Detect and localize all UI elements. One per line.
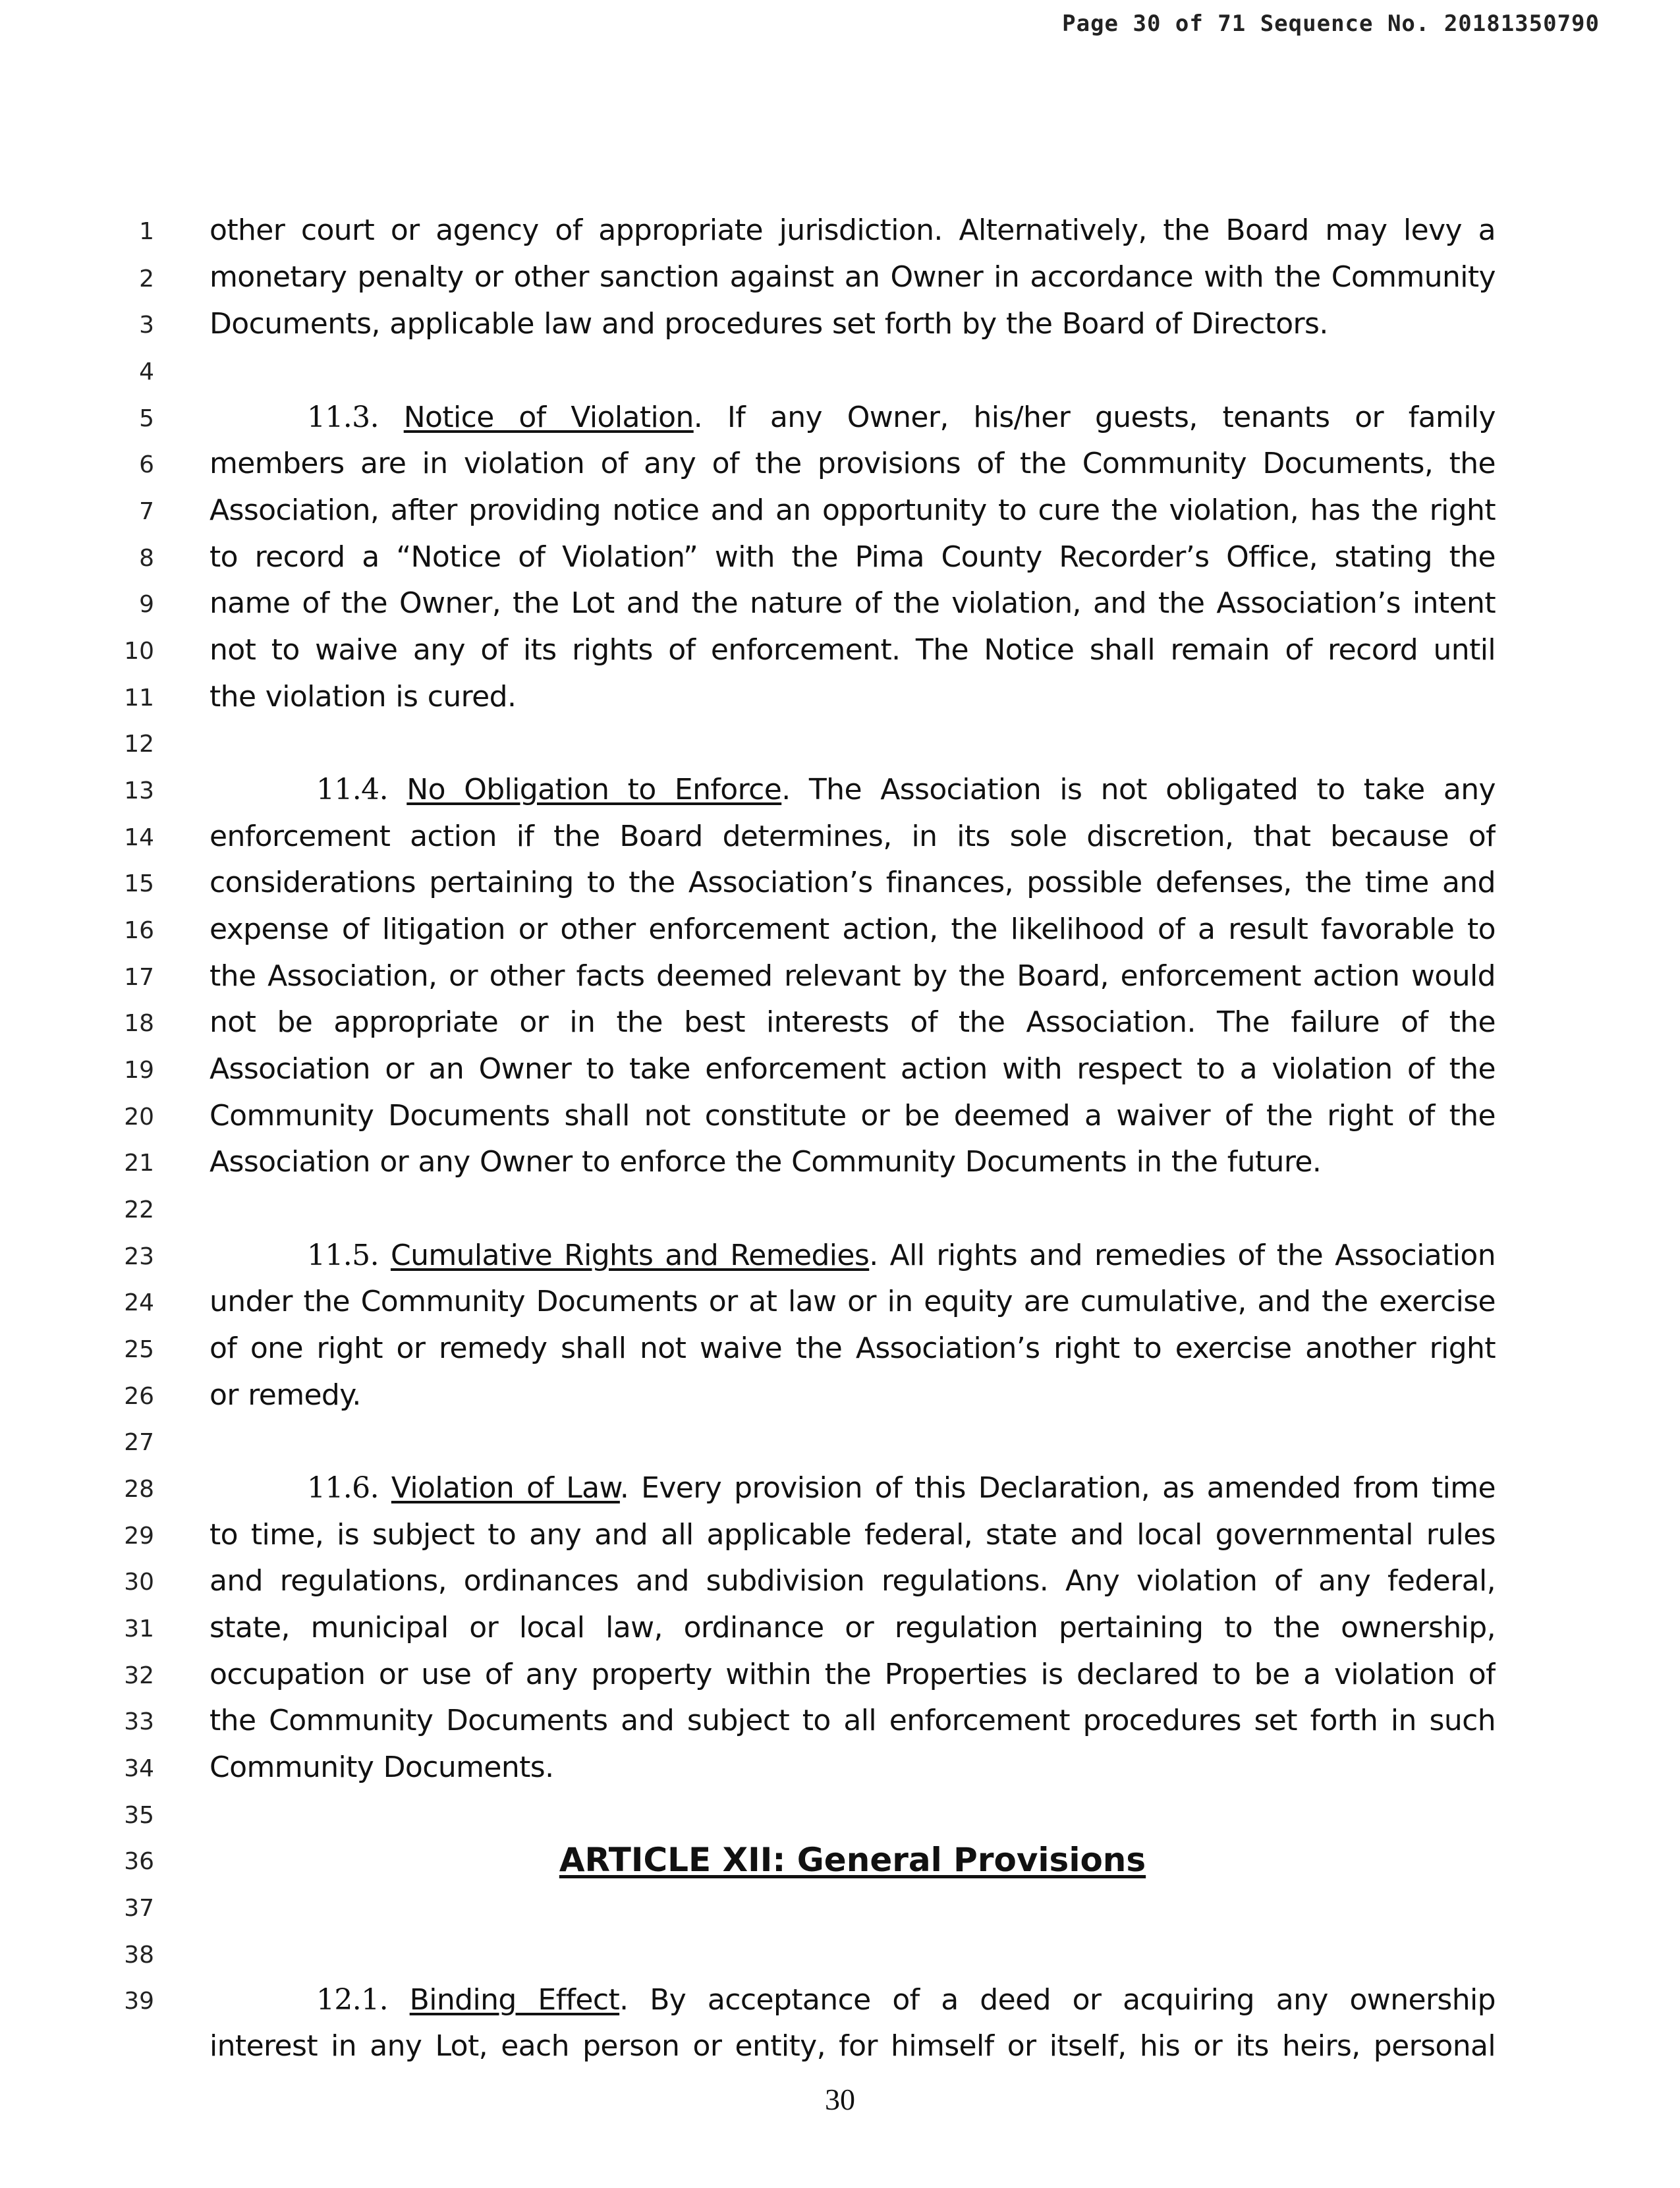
text-line: . By acceptance of a deed or acquiring any ownership — [619, 1983, 1496, 2017]
section-number: 11.6. — [307, 1471, 379, 1505]
line-number: 2 — [139, 266, 154, 293]
text-line: to time, is subject to any and all applicable federal, state and local governmental rules — [210, 1518, 1496, 1552]
line-number: 7 — [139, 498, 154, 525]
section-title: Violation of Law — [391, 1471, 620, 1505]
line-number: 16 — [124, 917, 154, 944]
text-line: the Association, or other facts deemed relevant by the Board, enforcement action would — [210, 959, 1496, 993]
text-line: Community Documents. — [210, 1751, 554, 1784]
article-heading: ARTICLE XII: General Provisions — [559, 1841, 1146, 1879]
text-line: Association, after providing notice and an opportunity to cure the violation, has the right — [210, 493, 1496, 527]
text-line: expense of litigation or other enforcement action, the likelihood of a result favorable to — [210, 912, 1496, 946]
line-number: 37 — [124, 1895, 154, 1922]
section-number: 11.4. — [316, 773, 388, 806]
section-title: Notice of Violation — [403, 401, 694, 434]
line-number: 5 — [139, 405, 154, 432]
text-line: name of the Owner, the Lot and the nature of the violation, and the Association’s intent — [210, 586, 1496, 620]
line-number: 35 — [124, 1802, 154, 1829]
text-line: not be appropriate or in the best interests of the Association. The failure of the — [210, 1005, 1496, 1039]
line-number: 14 — [124, 824, 154, 851]
line-number: 18 — [124, 1010, 154, 1037]
text-line: . The Association is not obligated to take any — [781, 773, 1496, 806]
text-line: members are in violation of any of the provisions of the Community Documents, the — [210, 447, 1496, 480]
line-number: 4 — [139, 358, 154, 385]
section-title: Binding Effect — [409, 1983, 620, 2017]
text-line: the Community Documents and subject to all enforcement procedures set forth in such — [210, 1704, 1496, 1737]
line-number: 28 — [124, 1476, 154, 1503]
text-line: Association or an Owner to take enforcement action with respect to a violation of the — [210, 1052, 1496, 1086]
line-number: 8 — [139, 545, 154, 572]
line-number: 27 — [124, 1429, 154, 1456]
section-12-1-first-line — [210, 1983, 1496, 2017]
text-line: Documents, applicable law and procedures set forth by the Board of Directors. — [210, 307, 1328, 341]
section-11-4-first-line — [210, 773, 1496, 807]
text-line: state, municipal or local law, ordinance or regulation pertaining to the ownership, — [210, 1611, 1496, 1644]
line-number: 21 — [124, 1150, 154, 1177]
line-number: 32 — [124, 1662, 154, 1689]
line-number: 29 — [124, 1523, 154, 1550]
line-number: 30 — [124, 1569, 154, 1596]
line-number: 11 — [124, 685, 154, 712]
text-line: enforcement action if the Board determines, in its sole discretion, that because of — [210, 820, 1496, 853]
line-number: 17 — [124, 964, 154, 991]
section-number: 11.3. — [307, 401, 379, 434]
text-line: Association or any Owner to enforce the Community Documents in the future. — [210, 1145, 1322, 1179]
section-11-5-first-line — [210, 1239, 1496, 1273]
text-line: of one right or remedy shall not waive the Association’s right to exercise another right — [210, 1332, 1496, 1365]
page-sequence-header: Page 30 of 71 Sequence No. 20181350790 — [1062, 11, 1600, 37]
line-number: 1 — [139, 218, 154, 245]
line-number: 3 — [139, 312, 154, 339]
line-number: 23 — [124, 1243, 154, 1270]
section-number: 12.1. — [316, 1983, 388, 2017]
line-number: 26 — [124, 1383, 154, 1410]
section-title: Cumulative Rights and Remedies — [390, 1239, 870, 1272]
text-line: . All rights and remedies of the Association — [869, 1239, 1496, 1272]
text-line: monetary penalty or other sanction against an Owner in accordance with the Community — [210, 260, 1496, 294]
line-number: 31 — [124, 1615, 154, 1642]
section-11-3-first-line — [210, 401, 1496, 435]
line-number: 25 — [124, 1336, 154, 1363]
line-number: 22 — [124, 1196, 154, 1223]
text-line: under the Community Documents or at law or in equity are cumulative, and the exercise — [210, 1285, 1496, 1318]
text-line: other court or agency of appropriate jurisdiction. Alternatively, the Board may levy a — [210, 213, 1496, 247]
section-11-6-first-line — [210, 1471, 1496, 1505]
line-number: 33 — [124, 1708, 154, 1735]
line-number: 19 — [124, 1057, 154, 1084]
text-line: occupation or use of any property within the Properties is declared to be a violation of — [210, 1658, 1496, 1691]
line-number: 36 — [124, 1848, 154, 1875]
text-line: considerations pertaining to the Association’s finances, possible defenses, the time and — [210, 866, 1496, 899]
line-number: 9 — [139, 591, 154, 618]
line-number: 34 — [124, 1755, 154, 1782]
line-number: 6 — [139, 451, 154, 478]
page-number: 30 — [825, 2083, 855, 2116]
line-number: 10 — [124, 638, 154, 665]
line-number: 24 — [124, 1289, 154, 1316]
text-line: and regulations, ordinances and subdivision regulations. Any violation of any federal, — [210, 1564, 1496, 1598]
line-number: 12 — [124, 731, 154, 758]
line-number: 38 — [124, 1942, 154, 1969]
line-number: 39 — [124, 1988, 154, 2015]
text-line: Community Documents shall not constitute or be deemed a waiver of the right of the — [210, 1099, 1496, 1133]
line-number: 20 — [124, 1104, 154, 1131]
text-line: the violation is cured. — [210, 680, 517, 714]
section-number: 11.5. — [307, 1239, 379, 1272]
text-line: interest in any Lot, each person or entity, for himself or itself, his or its heirs, personal — [210, 2029, 1496, 2063]
section-title: No Obligation to Enforce — [406, 773, 782, 806]
text-line: to record a “Notice of Violation” with the Pima County Recorder’s Office, stating the — [210, 540, 1496, 574]
line-number: 13 — [124, 777, 154, 804]
line-number: 15 — [124, 870, 154, 897]
text-line: . Every provision of this Declaration, as amended from time — [619, 1471, 1496, 1505]
text-line: not to waive any of its rights of enforcement. The Notice shall remain of record until — [210, 633, 1496, 667]
text-line: . If any Owner, his/her guests, tenants or family — [693, 401, 1496, 434]
text-line: or remedy. — [210, 1378, 361, 1412]
